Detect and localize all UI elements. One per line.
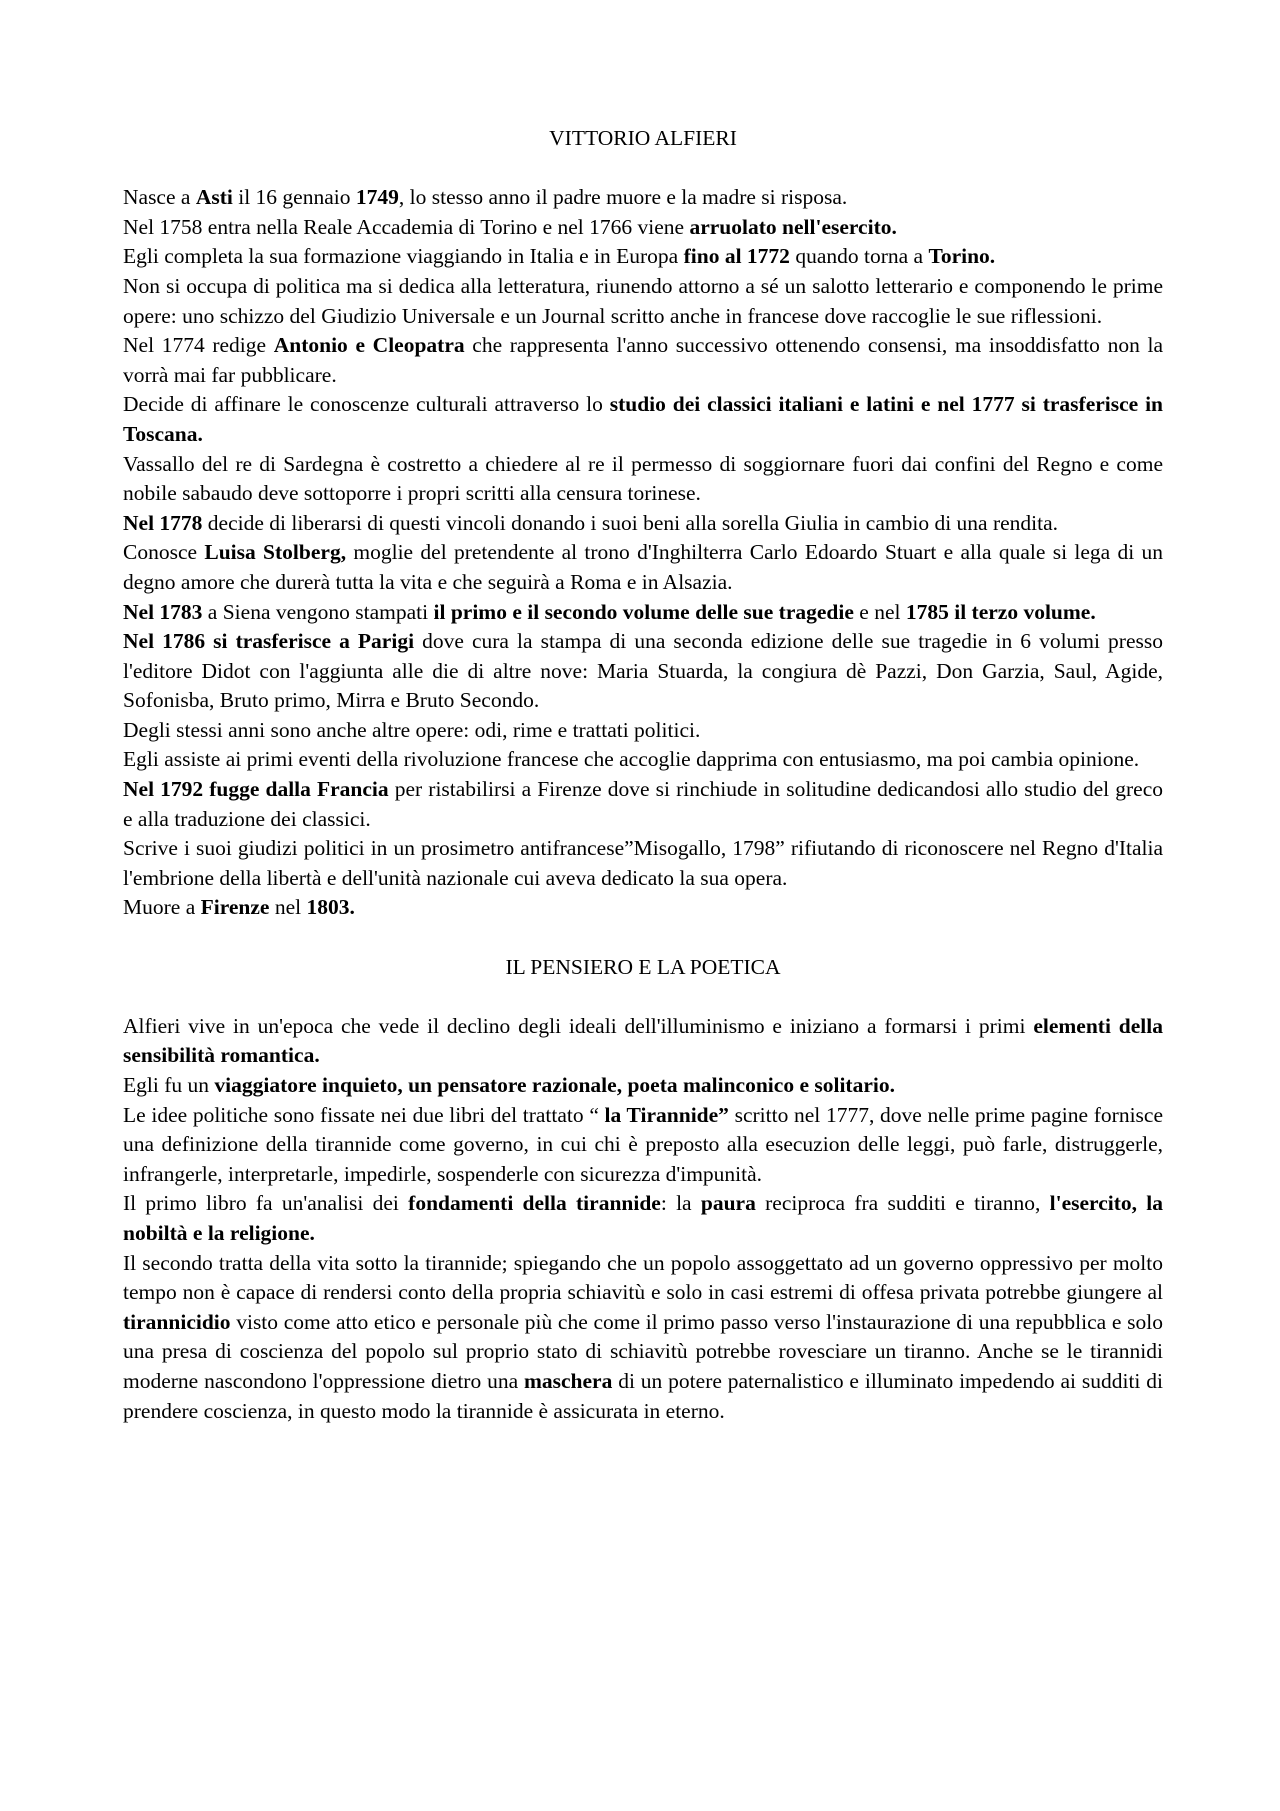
paragraph-p10 xyxy=(123,598,1163,628)
text-segment: scritto nel 1777, dove nelle prime pagine fornisce una definizione della tirannide come governo, in cui chi è preposto alla esecuzion delle leggi, può farle, distruggerle, infrangerle, interpretarle, impedirle, sospenderle con sicurezza d'impunità. xyxy=(123,1102,1163,1186)
bold-text: tirannicidio xyxy=(123,1309,231,1334)
text-segment: nel xyxy=(269,895,307,920)
paragraph-p1 xyxy=(123,183,1163,213)
text-segment: Alfieri vive in un'epoca che vede il declino degli ideali dell'illuminismo e iniziano a formarsi i primi xyxy=(123,1013,1034,1038)
text-segment: il 16 gennaio xyxy=(232,185,356,210)
bold-text: Nel 1792 fugge dalla Francia xyxy=(123,777,389,802)
paragraph-q5 xyxy=(123,1249,1163,1427)
paragraph-p7 xyxy=(123,450,1163,509)
text-segment: che rappresenta l'anno successivo ottenendo consensi, ma insoddisfatto non la vorrà mai far pubblicare. xyxy=(123,333,1163,387)
text-segment: Le idee politiche sono fissate nei due libri del trattato “ xyxy=(123,1102,605,1127)
bold-text: Torino. xyxy=(928,244,996,269)
page-title: VITTORIO ALFIERI xyxy=(549,126,737,150)
text-segment: decide di liberarsi di questi vincoli donando i suoi beni alla sorella Giulia in cambio di una rendita. xyxy=(202,510,1059,535)
text-segment: Vassallo del re di Sardegna è costretto a chiedere al re il permesso di soggiornare fuori dai confini del Regno e come nobile sabaudo deve sottoporre i propri scritti alla censura torinese. xyxy=(123,451,1163,506)
bold-text: viaggiatore inquieto, un pensatore razionale, poeta malinconico e solitario. xyxy=(214,1073,895,1097)
bold-text: la Tirannide” xyxy=(604,1102,729,1127)
text-segment: Muore a xyxy=(123,895,201,920)
paragraph-q1 xyxy=(123,1012,1163,1071)
paragraph-p5 xyxy=(123,331,1163,390)
text-segment: Nel 1774 redige xyxy=(123,333,274,358)
poetica-section xyxy=(123,1012,1163,1426)
text-segment: : la xyxy=(660,1191,701,1216)
paragraph-p2 xyxy=(123,213,1163,243)
bold-text: Nel 1783 xyxy=(123,599,203,624)
paragraph-p16 xyxy=(123,893,1163,923)
text-segment: Egli fu un xyxy=(123,1073,215,1097)
paragraph-p9 xyxy=(123,538,1163,597)
document-content xyxy=(123,124,1163,1426)
paragraph-p6 xyxy=(123,390,1163,449)
bold-text: 1785 il terzo volume. xyxy=(905,599,1096,624)
text-segment: Il secondo tratta della vita sotto la tirannide; spiegando che un popolo assoggettato ad un governo oppressivo per molto tempo non è capace di rendersi conto della propria schiavitù e solo in casi estremi di offesa privata potrebbe giungere al xyxy=(123,1250,1163,1305)
bold-text: fino al 1772 xyxy=(683,244,790,269)
paragraph-q3 xyxy=(123,1101,1163,1190)
text-segment: dove cura la stampa di una seconda edizione delle sue tragedie in 6 volumi presso l'editore Didot con l'aggiunta alle die di altre nove: Maria Stuarda, la congiura dè Pazzi, Don Garzia, Saul, Agide, Sofonisba, Bruto primo, Mirra e Bruto Secondo. xyxy=(123,629,1163,713)
bold-text: 1749 xyxy=(355,185,399,210)
paragraph-q2 xyxy=(123,1071,1163,1101)
paragraph-p3 xyxy=(123,242,1163,272)
bold-text: Asti xyxy=(195,185,233,210)
text-segment: Nel 1758 entra nella Reale Accademia di Torino e nel 1766 viene xyxy=(123,214,690,239)
paragraph-q4 xyxy=(123,1189,1163,1248)
bold-text: Firenze xyxy=(200,895,270,920)
paragraph-p8 xyxy=(123,509,1163,539)
text-segment: Nasce a xyxy=(123,185,196,210)
paragraph-p13 xyxy=(123,745,1163,775)
text-segment: a Siena vengono stampati xyxy=(202,599,434,624)
text-segment: e nel xyxy=(853,599,906,624)
paragraph-p11 xyxy=(123,627,1163,716)
text-segment: Non si occupa di politica ma si dedica alla letteratura, riunendo attorno a sé un salotto letterario e componendo le prime opere: uno schizzo del Giudizio Universale e un Journal scritto anche in francese dove raccoglie le sue riflessioni. xyxy=(123,273,1163,328)
paragraph-p14 xyxy=(123,775,1163,834)
text-segment: Egli completa la sua formazione viaggiando in Italia e in Europa xyxy=(123,244,684,269)
bold-text: maschera xyxy=(523,1368,613,1393)
bold-text: l'esercito, la nobiltà e la religione. xyxy=(123,1191,1163,1245)
paragraph-p4 xyxy=(123,272,1163,331)
text-segment: Degli stessi anni sono anche altre opere: odi, rime e trattati politici. xyxy=(123,717,701,742)
text-segment: visto come atto etico e personale più che come il primo passo verso l'instaurazione di una repubblica e solo una presa di coscienza del popolo sul proprio stato di schiavitù potrebbe rovesciare un tiranno. Anche se le tirannidi moderne nascondono l'oppressione dietro una xyxy=(123,1309,1163,1393)
bold-text: Nel 1778 xyxy=(123,510,203,535)
bold-text: il primo e il secondo volume delle sue tragedie xyxy=(433,599,854,624)
bold-text: elementi della sensibilità romantica. xyxy=(123,1013,1163,1068)
text-segment: per ristabilirsi a Firenze dove si rinchiude in solitudine dedicandosi allo studio del greco e alla traduzione dei classici. xyxy=(123,777,1163,831)
text-segment: reciproca fra sudditi e tiranno, xyxy=(755,1191,1050,1216)
paragraph-p12 xyxy=(123,716,1163,746)
bold-text: studio dei classici italiani e latini e nel 1777 si trasferisce in Toscana. xyxy=(123,392,1164,446)
bold-text: Antonio e Cleopatra xyxy=(273,333,465,358)
text-segment: , lo stesso anno il padre muore e la madre si risposa. xyxy=(398,185,848,210)
text-segment: Conosce xyxy=(123,540,205,565)
bold-text: paura xyxy=(700,1191,756,1216)
text-segment: Il primo libro fa un'analisi dei xyxy=(123,1191,409,1216)
text-segment: Egli assiste ai primi eventi della rivoluzione francese che accoglie dapprima con entusiasmo, ma poi cambia opinione. xyxy=(123,747,1140,772)
text-segment: quando torna a xyxy=(789,244,929,269)
bold-text: Luisa Stolberg, xyxy=(204,540,347,565)
text-segment: Scrive i suoi giudizi politici in un prosimetro antifrancese”Misogallo, 1798” rifiutando di riconoscere nel Regno d'Italia l'embrione della libertà e dell'unità nazionale cui aveva dedicato la sua opera. xyxy=(123,836,1163,890)
text-segment: moglie del pretendente al trono d'Inghilterra Carlo Edoardo Stuart e alla quale si lega di un degno amore che durerà tutta la vita e che seguirà a Roma e in Alsazia. xyxy=(123,540,1164,594)
bold-text: 1803. xyxy=(306,895,355,920)
bold-text: fondamenti della tirannide xyxy=(408,1191,661,1216)
text-segment: Decide di affinare le conoscenze culturali attraverso lo xyxy=(123,392,610,417)
biography-section xyxy=(123,183,1163,923)
text-segment: di un potere paternalistico e illuminato impedendo ai sudditi di prendere coscienza, in questo modo la tirannide è assicurata in eterno. xyxy=(123,1368,1163,1423)
paragraph-p15 xyxy=(123,834,1163,893)
section-title: IL PENSIERO E LA POETICA xyxy=(505,954,781,979)
bold-text: Nel 1786 si trasferisce a Parigi xyxy=(123,629,415,654)
bold-text: arruolato nell'esercito. xyxy=(689,214,897,239)
